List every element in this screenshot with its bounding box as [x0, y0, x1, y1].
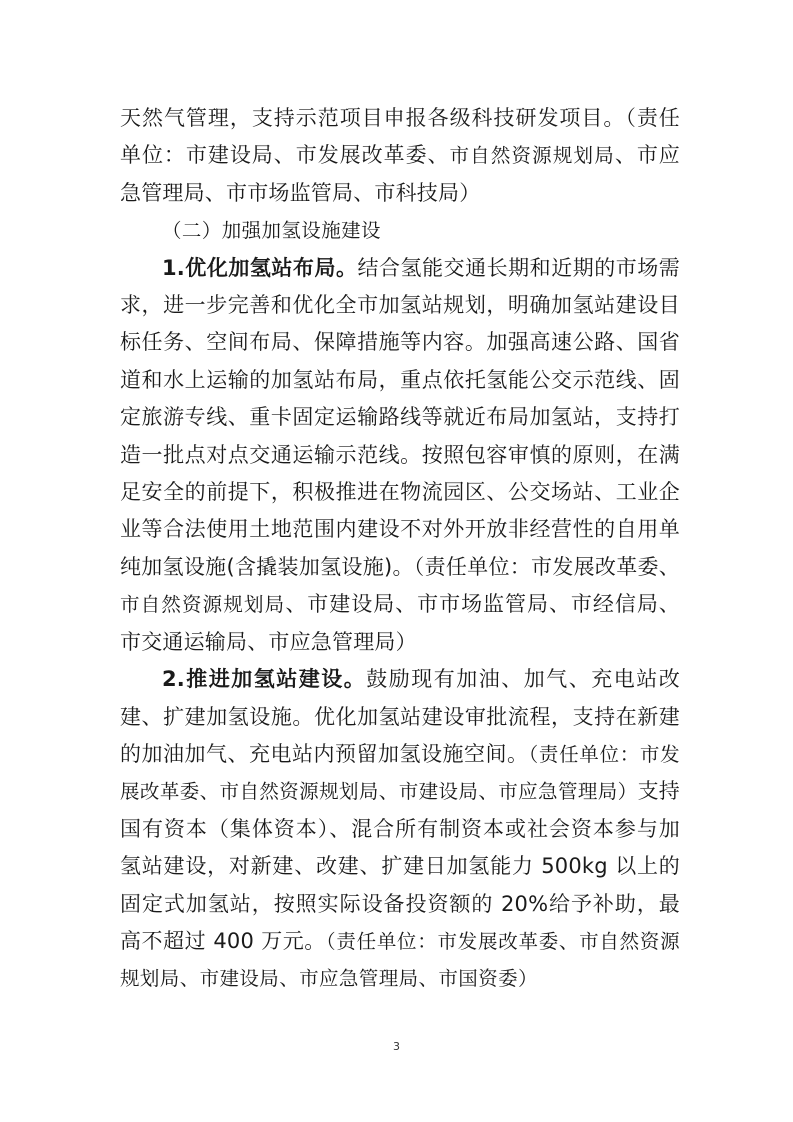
- subheading: （二）加强加氢设施建设: [162, 219, 381, 243]
- paragraph-text-end: 、市应急管理局、市市场监管局、市科技局）: [120, 143, 680, 205]
- item-1-responsible-kai: 市自然资源规划局: [120, 593, 286, 617]
- item-2-title: 2.推进加氢站建设。: [162, 667, 367, 692]
- item-1-body: 结合氢能交通长期和近期的市场需求，进一步完善和优化全市加氢站规划，明确加氢站建设目标任务、空间布局、保障措施等内容。加强高速公路、国省道和水上运输的加氢站布局，重点依托氢能公交示范线、固定旅游专线、重卡固定运输路线等就近布局加氢站，支持打造一批点对点交通运输示范线。按照包容审慎的原则，在满足安全的前提下，积极推进在物流园区、公交场站、工业企业等合法使用土地范围内建设不对外开放非经营性的自用单纯加氢设施(含撬装加氢设施)。（责任单位：市发展改革委、: [120, 255, 681, 579]
- responsible-unit-text: 市自然资源规划局: [449, 144, 615, 168]
- item-2-responsible-2: （责任单位：市发展改革委、市自然资源规划局、市建设局、市应急管理局、市国资委）: [120, 929, 681, 991]
- paragraph-text: 天然气管理，支持示范项目申报各级科技研发项目。（责任单位：市建设局、市发展改革委、: [120, 106, 680, 168]
- item-1-title: 1.优化加氢站布局。: [162, 255, 358, 280]
- document-body: [120, 100, 680, 998]
- paragraph-continued: [120, 100, 680, 212]
- item-2-body: 鼓励现有加油、加气、充电站改建、扩建加氢设施。优化加氢站建设审批流程，支持在新建的加油加气、充电站内预留加氢设施空间。: [120, 667, 680, 766]
- item-2-body-2: 支持国有资本（集体资本）、混合所有制资本或社会资本参与加氢站建设，对新建、改建、扩建日加氢能力 500kg 以上的固定式加氢站，按照实际设备投资额的 20%给予补助，最高不超过 400 万元。: [120, 779, 681, 953]
- item-2-paragraph: [120, 661, 680, 998]
- item-1-body-end: 、市建设局、市市场监管局、市经信局、市交通运输局、市应急管理局）: [120, 592, 680, 654]
- item-2-responsible-1: （责任单位：市发展改革委、市自然资源规划局、市建设局、市应急管理局）: [120, 742, 680, 804]
- item-1-paragraph: [120, 250, 680, 661]
- page-number: 3: [393, 1040, 400, 1053]
